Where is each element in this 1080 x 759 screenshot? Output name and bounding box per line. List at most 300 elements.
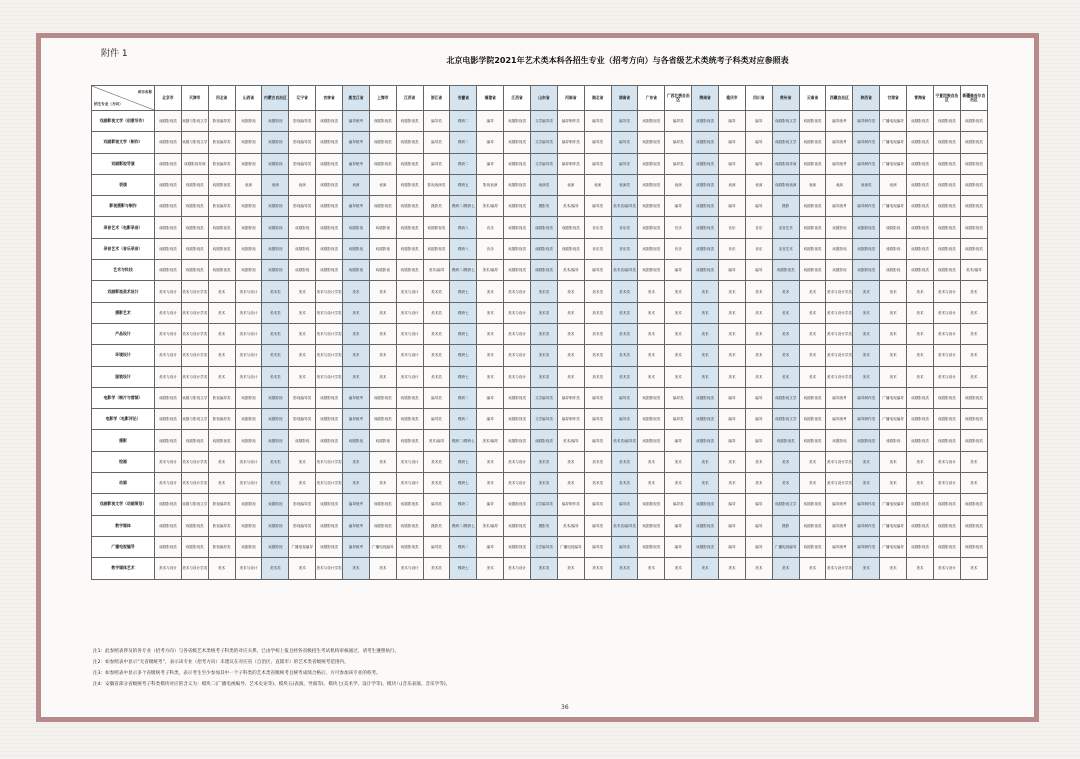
mapping-cell: 编导 [745, 111, 772, 132]
mapping-cell: 戏剧影视类 [557, 238, 584, 259]
mapping-cell: 表演 [369, 174, 396, 195]
mapping-cell: 戏剧影视类 [316, 494, 343, 515]
mapping-cell: 美术 [960, 366, 987, 387]
mapping-cell: 戏剧影视类 [692, 238, 719, 259]
mapping-cell: 戏剧影视 [289, 238, 316, 259]
mapping-cell: 戏剧影视类 [907, 132, 934, 153]
mapping-cell: 模块七 [450, 302, 477, 323]
mapping-cell: 美术 [719, 473, 746, 494]
mapping-cell: 编导 [745, 196, 772, 217]
mapping-cell: 编导制作类 [853, 132, 880, 153]
mapping-cell: 美术/编导 [477, 515, 504, 536]
mapping-cell: 戏剧影视类 [316, 536, 343, 557]
mapping-cell: 美术 [719, 451, 746, 472]
mapping-cell: 编导制作类 [557, 132, 584, 153]
mapping-cell: 文学编导类 [531, 387, 558, 408]
mapping-cell: 美术 [343, 345, 370, 366]
mapping-cell: 戏剧影视类 [181, 238, 208, 259]
mapping-cell: 戏剧影视 [262, 132, 289, 153]
mapping-cell: 编导类 [584, 494, 611, 515]
mapping-cell: 编导 [719, 111, 746, 132]
mapping-cell: 美术 [692, 473, 719, 494]
mapping-cell: 戏剧影视类 [369, 494, 396, 515]
mapping-cell: 戏剧影视 [262, 409, 289, 430]
mapping-cell: 戏剧影视类 [504, 515, 531, 536]
mapping-cell: 美术/编导 [557, 196, 584, 217]
mapping-cell: 美术类 [584, 366, 611, 387]
mapping-cell: 美术 [557, 345, 584, 366]
mapping-cell: 美术 [557, 473, 584, 494]
mapping-cell: 美术类/编导类 [611, 260, 638, 281]
major-name-cell: 戏剧影视美术设计 [92, 281, 155, 302]
mapping-cell: 戏剧影视类 [907, 174, 934, 195]
mapping-cell: 美术 [745, 281, 772, 302]
mapping-cell: 美术类 [262, 281, 289, 302]
mapping-cell: 戏剧影视类 [638, 153, 665, 174]
mapping-cell: 美术与设计 [396, 451, 423, 472]
mapping-cell: 戏剧与影视文学 [181, 111, 208, 132]
mapping-cell: 美术类 [423, 302, 450, 323]
mapping-cell: 戏剧影视类 [396, 536, 423, 557]
mapping-cell: 美术与设计学类 [826, 558, 853, 579]
mapping-cell: 美术 [960, 345, 987, 366]
mapping-cell: 戏剧影视类 [799, 536, 826, 557]
mapping-cell: 编导类 [665, 153, 692, 174]
mapping-cell: 戏剧影视类 [155, 494, 182, 515]
mapping-cell: 编导统考 [343, 494, 370, 515]
mapping-cell: 戏剧影视 [235, 260, 262, 281]
mapping-cell: 美术 [772, 323, 799, 344]
mapping-cell: 美术 [960, 323, 987, 344]
mapping-cell: 戏剧影视 [369, 260, 396, 281]
mapping-cell: 戏剧影视文学 [772, 409, 799, 430]
major-name-cell: 摄影艺术 [92, 302, 155, 323]
mapping-cell: 戏剧影视类 [423, 238, 450, 259]
mapping-cell: 美术 [343, 473, 370, 494]
mapping-cell: 戏剧影视类 [155, 111, 182, 132]
mapping-cell: 美术 [853, 281, 880, 302]
mapping-cell: 戏剧影视类 [316, 132, 343, 153]
mapping-cell: 美术与设计 [933, 345, 960, 366]
mapping-cell: 戏剧影视 [262, 196, 289, 217]
mapping-cell: 编导类 [423, 494, 450, 515]
major-name-cell: 数字媒体艺术 [92, 558, 155, 579]
mapping-cell: 编导统考 [343, 153, 370, 174]
table-row [92, 387, 988, 408]
mapping-cell: 影视编导类 [289, 132, 316, 153]
mapping-cell: 美术与设计学类 [826, 473, 853, 494]
mapping-cell: 美术与设计 [504, 281, 531, 302]
mapping-cell: 戏剧影视 [262, 260, 289, 281]
mapping-cell: 编导 [745, 515, 772, 536]
mapping-cell: 文学编导类 [531, 132, 558, 153]
mapping-cell: 文学编导类 [531, 409, 558, 430]
province-header: 甘肃省 [880, 86, 907, 111]
mapping-cell: 美术与设计学类 [316, 302, 343, 323]
mapping-cell: 美术与设计学类 [181, 473, 208, 494]
mapping-cell: 戏剧影视 [369, 430, 396, 451]
page-number: 36 [561, 704, 569, 711]
mapping-cell: 戏剧影视类 [638, 196, 665, 217]
mapping-cell: 戏剧影视类 [960, 515, 987, 536]
mapping-cell: 戏剧影视类 [181, 260, 208, 281]
mapping-cell: 戏剧影视 [235, 494, 262, 515]
mapping-cell: 编导类 [611, 153, 638, 174]
mapping-cell: 美术 [638, 345, 665, 366]
mapping-cell: 广播电视编导 [880, 196, 907, 217]
mapping-cell: 编导类 [423, 536, 450, 557]
notes-section [93, 646, 973, 690]
mapping-cell: 编导制作类 [853, 536, 880, 557]
mapping-cell: 编导 [719, 132, 746, 153]
mapping-cell: 编导类 [611, 387, 638, 408]
mapping-cell: 戏剧影视类 [638, 132, 665, 153]
mapping-cell: 影视编导类 [289, 409, 316, 430]
mapping-cell: 美术与设计学类 [181, 558, 208, 579]
mapping-cell: 编导制作类 [853, 196, 880, 217]
table-row [92, 153, 988, 174]
mapping-cell: 戏剧影视 [369, 238, 396, 259]
mapping-cell: 美术类 [611, 473, 638, 494]
mapping-cell: 编导类 [611, 409, 638, 430]
mapping-cell: 戏剧影视类 [960, 153, 987, 174]
mapping-cell: 美术 [745, 473, 772, 494]
mapping-cell: 编导 [745, 430, 772, 451]
mapping-cell: 美术类 [611, 366, 638, 387]
mapping-cell: 编导 [665, 196, 692, 217]
mapping-cell: 戏剧影视类 [155, 260, 182, 281]
province-header: 湖北省 [584, 86, 611, 111]
mapping-cell: 编导 [719, 260, 746, 281]
mapping-cell: 美术与设计 [933, 281, 960, 302]
mapping-cell: 广播电视编导 [880, 409, 907, 430]
province-header: 青海省 [907, 86, 934, 111]
mapping-cell: 戏剧影视类 [960, 387, 987, 408]
mapping-cell: 美术类 [423, 345, 450, 366]
mapping-cell: 戏剧影视 [235, 536, 262, 557]
mapping-cell: 戏剧影视类 [531, 430, 558, 451]
mapping-cell: 模块二 [450, 536, 477, 557]
mapping-cell: 美术类 [611, 281, 638, 302]
mapping-cell: 戏剧影视类 [208, 260, 235, 281]
mapping-cell: 美术与设计学类 [181, 281, 208, 302]
mapping-cell: 戏剧影视类 [316, 430, 343, 451]
major-name-cell: 录音艺术（音乐录音） [92, 238, 155, 259]
mapping-cell: 广播电视编导 [880, 536, 907, 557]
mapping-cell: 美术/编导 [557, 515, 584, 536]
mapping-cell: 编导 [745, 260, 772, 281]
province-header: 云南省 [799, 86, 826, 111]
mapping-cell: 美术 [960, 302, 987, 323]
mapping-cell: 美术/编导 [557, 430, 584, 451]
mapping-cell: 戏剧影视类 [155, 153, 182, 174]
mapping-cell: 戏剧影视类 [504, 260, 531, 281]
mapping-cell: 戏剧影视类 [692, 196, 719, 217]
mapping-cell: 编导统考 [343, 132, 370, 153]
mapping-cell: 模块二 [450, 153, 477, 174]
mapping-cell: 编导统考 [826, 515, 853, 536]
province-header: 陕西省 [853, 86, 880, 111]
mapping-cell: 美术与设计 [933, 451, 960, 472]
mapping-cell: 美术 [960, 281, 987, 302]
mapping-cell: 编导制作类 [853, 409, 880, 430]
mapping-cell: 美术与设计学类 [316, 451, 343, 472]
mapping-cell: 戏剧影视类 [960, 430, 987, 451]
mapping-cell: 戏剧影视类 [853, 217, 880, 238]
mapping-cell: 戏剧影视类 [396, 174, 423, 195]
mapping-cell: 影视编导类 [208, 515, 235, 536]
mapping-cell: 编导 [745, 153, 772, 174]
mapping-cell: 美术 [289, 323, 316, 344]
mapping-cell: 美术与设计 [933, 366, 960, 387]
province-header: 湖南省 [611, 86, 638, 111]
province-header: 重庆市 [719, 86, 746, 111]
mapping-cell: 美术类 [262, 345, 289, 366]
mapping-cell: 美术与设计学类 [316, 323, 343, 344]
major-name-cell: 戏剧影视文学（创意写作） [92, 111, 155, 132]
mapping-cell: 影视编导类 [208, 409, 235, 430]
mapping-cell: 美术类 [611, 451, 638, 472]
table-row [92, 366, 988, 387]
mapping-cell: 美术类 [531, 473, 558, 494]
mapping-cell: 戏剧影视类 [907, 515, 934, 536]
mapping-cell: 戏剧影视类 [155, 409, 182, 430]
mapping-cell: 美术 [719, 345, 746, 366]
mapping-cell: 编导类 [423, 132, 450, 153]
mapping-cell: 模块七 [450, 473, 477, 494]
mapping-cell: 戏剧影视导演 [181, 153, 208, 174]
province-header: 西藏自治区 [826, 86, 853, 111]
mapping-cell: 编导制作类 [853, 111, 880, 132]
mapping-cell: 戏剧影视类 [960, 196, 987, 217]
major-name-cell: 艺术与科技 [92, 260, 155, 281]
mapping-cell: 戏剧影视类 [181, 196, 208, 217]
major-name-cell: 戏剧影视文学（制作） [92, 132, 155, 153]
mapping-cell: 戏剧影视类 [933, 196, 960, 217]
mapping-cell: 戏剧影视类 [181, 536, 208, 557]
province-header: 福建省 [477, 86, 504, 111]
mapping-cell: 影视编导类 [208, 132, 235, 153]
mapping-cell: 戏剧影视类 [933, 494, 960, 515]
mapping-cell: 戏剧影视类 [396, 494, 423, 515]
mapping-cell: 美术 [289, 345, 316, 366]
mapping-cell: 戏剧影视 [369, 217, 396, 238]
province-header: 新疆维吾尔自治区 [960, 86, 987, 111]
mapping-cell: 美术 [557, 451, 584, 472]
mapping-cell: 戏剧影视 [262, 153, 289, 174]
mapping-cell: 表演 [557, 174, 584, 195]
mapping-cell: 美术 [692, 558, 719, 579]
mapping-cell: 戏剧影视类 [638, 515, 665, 536]
mapping-cell: 戏剧影视类 [933, 409, 960, 430]
mapping-cell: 戏剧影视类 [933, 238, 960, 259]
mapping-cell: 模块七 [450, 323, 477, 344]
mapping-cell: 编导制作类 [557, 409, 584, 430]
mapping-cell: 戏剧影视文学 [772, 387, 799, 408]
mapping-cell: 音乐 [665, 217, 692, 238]
mapping-cell: 戏剧影视类 [531, 217, 558, 238]
mapping-cell: 美术类 [584, 281, 611, 302]
mapping-cell: 美术 [880, 366, 907, 387]
mapping-cell: 戏剧影视 [880, 238, 907, 259]
mapping-cell: 戏剧影视类 [638, 536, 665, 557]
mapping-cell: 戏剧影视类 [933, 153, 960, 174]
mapping-cell: 戏剧影视类 [208, 217, 235, 238]
mapping-cell: 戏剧影视类 [692, 111, 719, 132]
mapping-cell: 模块二/模块七 [450, 515, 477, 536]
table-row [92, 558, 988, 579]
mapping-table [91, 85, 988, 580]
mapping-cell: 美术 [853, 345, 880, 366]
mapping-cell: 美术 [692, 281, 719, 302]
mapping-cell: 美术 [638, 473, 665, 494]
mapping-cell: 美术类 [584, 473, 611, 494]
mapping-cell: 表演类 [611, 174, 638, 195]
mapping-cell: 美术 [638, 323, 665, 344]
major-name-cell: 影视摄影与制作 [92, 196, 155, 217]
mapping-cell: 美术 [799, 473, 826, 494]
mapping-cell: 美术类 [584, 345, 611, 366]
mapping-cell: 戏剧影视类 [933, 260, 960, 281]
mapping-cell: 戏剧影视类 [155, 217, 182, 238]
mapping-cell: 美术 [557, 558, 584, 579]
mapping-cell: 戏剧影视类 [155, 238, 182, 259]
mapping-cell: 美术 [208, 473, 235, 494]
mapping-cell: 戏剧影视类 [907, 536, 934, 557]
mapping-cell: 美术/编导 [477, 430, 504, 451]
mapping-cell: 美术 [907, 323, 934, 344]
mapping-cell: 戏剧影视 [262, 217, 289, 238]
mapping-cell: 戏剧影视类 [692, 430, 719, 451]
mapping-cell: 戏剧影视类 [907, 196, 934, 217]
mapping-cell: 戏剧影视类 [155, 430, 182, 451]
major-name-cell: 数字媒体 [92, 515, 155, 536]
mapping-cell: 编导 [665, 430, 692, 451]
mapping-cell: 戏剧影视文学 [772, 132, 799, 153]
mapping-cell: 音乐 [477, 217, 504, 238]
province-header: 河北省 [208, 86, 235, 111]
mapping-cell: 美术与设计 [155, 281, 182, 302]
mapping-cell: 美术 [772, 281, 799, 302]
mapping-cell: 编导 [719, 196, 746, 217]
mapping-cell: 戏剧影视类 [208, 238, 235, 259]
mapping-cell: 戏剧影视类 [799, 409, 826, 430]
mapping-cell: 广播电视编导 [772, 536, 799, 557]
mapping-cell: 编导统考 [343, 111, 370, 132]
mapping-cell: 美术 [343, 558, 370, 579]
mapping-cell: 戏剧与影视文学 [181, 132, 208, 153]
mapping-cell: 影视编导类 [208, 536, 235, 557]
mapping-cell: 戏剧影视类 [504, 217, 531, 238]
table-row [92, 409, 988, 430]
major-name-cell: 摄影 [92, 430, 155, 451]
mapping-cell: 戏剧影视类 [208, 174, 235, 195]
mapping-cell: 音乐 [477, 238, 504, 259]
mapping-cell: 编导类 [665, 132, 692, 153]
mapping-cell: 戏剧影视类 [531, 238, 558, 259]
mapping-cell: 戏剧影视类 [907, 111, 934, 132]
mapping-cell: 美术与设计学类 [826, 451, 853, 472]
mapping-cell: 编导统考 [826, 132, 853, 153]
mapping-cell: 戏剧影视类 [181, 515, 208, 536]
mapping-cell: 美术 [907, 473, 934, 494]
mapping-cell: 戏剧影视 [826, 260, 853, 281]
mapping-cell: 戏剧影视 [235, 409, 262, 430]
mapping-cell: 美术 [477, 345, 504, 366]
mapping-cell: 戏剧影视 [262, 430, 289, 451]
province-header: 海南省 [692, 86, 719, 111]
mapping-cell: 美术 [799, 302, 826, 323]
table-row [92, 473, 988, 494]
mapping-cell: 美术 [477, 366, 504, 387]
mapping-cell: 美术与设计 [235, 558, 262, 579]
mapping-cell: 模块二 [450, 409, 477, 430]
mapping-cell: 表演 [262, 174, 289, 195]
mapping-cell: 戏剧影视类 [396, 132, 423, 153]
mapping-cell: 戏剧影视类 [907, 217, 934, 238]
mapping-cell: 戏剧影视类 [692, 515, 719, 536]
mapping-cell: 戏剧与影视文学 [181, 387, 208, 408]
mapping-cell: 美术类/编导类 [611, 430, 638, 451]
mapping-cell: 模块八 [450, 238, 477, 259]
mapping-cell: 摄影类 [423, 196, 450, 217]
mapping-cell: 戏剧影视 [289, 430, 316, 451]
mapping-cell: 模块二/模块七 [450, 196, 477, 217]
mapping-cell: 戏剧影视类 [933, 430, 960, 451]
table-row [92, 238, 988, 259]
mapping-cell: 编导统考 [343, 409, 370, 430]
mapping-cell: 戏剧影视 [343, 260, 370, 281]
mapping-cell: 美术 [799, 366, 826, 387]
table-row [92, 111, 988, 132]
mapping-cell: 表演 [343, 174, 370, 195]
mapping-cell: 美术类/编导类 [611, 196, 638, 217]
mapping-cell: 戏剧影视类 [933, 515, 960, 536]
mapping-cell: 编导类 [584, 515, 611, 536]
mapping-cell: 戏剧影视类 [692, 217, 719, 238]
mapping-cell: 美术 [208, 302, 235, 323]
mapping-cell: 表演 [799, 174, 826, 195]
mapping-cell: 编导类 [423, 409, 450, 430]
mapping-cell: 美术类 [531, 366, 558, 387]
mapping-cell: 戏剧影视类 [155, 536, 182, 557]
mapping-cell: 美术与设计学类 [316, 558, 343, 579]
mapping-cell: 表演 [880, 174, 907, 195]
mapping-cell: 影视编导类 [208, 387, 235, 408]
mapping-cell: 美术 [369, 281, 396, 302]
mapping-cell: 美术/编导 [477, 196, 504, 217]
mapping-cell: 编导类 [584, 196, 611, 217]
corner-top-label: 省市名称 [137, 90, 152, 94]
mapping-cell: 音乐 [745, 238, 772, 259]
mapping-cell: 美术与设计学类 [316, 473, 343, 494]
major-name-cell: 环境设计 [92, 345, 155, 366]
mapping-cell: 戏剧影视类 [933, 387, 960, 408]
mapping-cell: 编导类 [665, 111, 692, 132]
mapping-cell: 戏剧影视类 [638, 238, 665, 259]
mapping-cell: 美术与设计 [933, 302, 960, 323]
table-row [92, 323, 988, 344]
mapping-cell: 模块二/模块七 [450, 260, 477, 281]
province-header: 内蒙古自治区 [262, 86, 289, 111]
mapping-cell: 美术与设计 [504, 323, 531, 344]
mapping-cell: 美术 [880, 345, 907, 366]
mapping-cell: 美术 [745, 323, 772, 344]
mapping-cell: 美术 [208, 451, 235, 472]
mapping-cell: 美术与设计 [504, 451, 531, 472]
mapping-cell: 戏剧影视类 [907, 409, 934, 430]
mapping-cell: 美术与设计 [396, 345, 423, 366]
